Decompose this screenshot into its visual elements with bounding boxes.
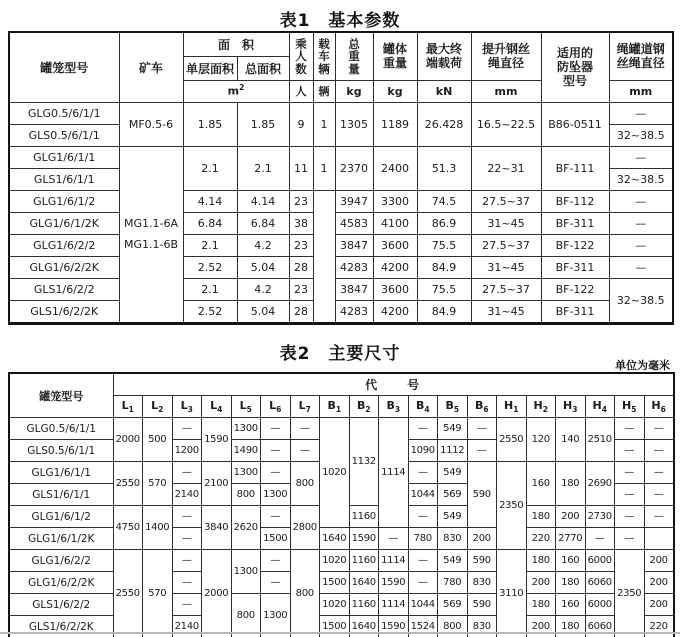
cell: — [644, 418, 674, 440]
cell: 4.2 [237, 278, 289, 300]
cell: 1490 [231, 440, 261, 462]
cell: 1640 [349, 572, 379, 594]
cell: 1300 [231, 462, 261, 484]
cell: 200 [526, 616, 556, 637]
header-cell: $L_7$ [290, 396, 320, 418]
cell: — [609, 234, 673, 256]
cell: 2550 [113, 462, 143, 506]
cell: 31~45 [471, 212, 541, 234]
cell: — [644, 462, 674, 484]
header-cell: 单层面积 [183, 56, 237, 80]
cell: 160 [556, 594, 586, 616]
cell: — [615, 528, 645, 550]
header-cell: $L_3$ [172, 396, 202, 418]
row-label: GLS1/6/1/1 [9, 484, 113, 506]
cell: 4750 [113, 506, 143, 550]
cell: — [408, 418, 438, 440]
cell: 200 [526, 572, 556, 594]
cell: 1300 [231, 418, 261, 440]
cell: BF-112 [541, 190, 609, 212]
cell: BF-311 [541, 256, 609, 278]
cell: 74.5 [417, 190, 471, 212]
cell: 23 [289, 234, 313, 256]
cell: 2100 [202, 462, 232, 506]
row-label: GLG1/6/2/2K [9, 256, 119, 278]
cell: 1640 [320, 528, 350, 550]
row-label: GLS1/6/2/2K [9, 300, 119, 323]
cell: 22~31 [471, 146, 541, 190]
cell: 2800 [290, 506, 320, 550]
cell: — [290, 418, 320, 440]
header-cell: $B_3$ [379, 396, 409, 418]
cell: 2.1 [237, 146, 289, 190]
header-cell: 最大终 端载荷 [417, 32, 471, 80]
cell: 28 [289, 256, 313, 278]
cell: 2620 [231, 506, 261, 550]
cell: BF-311 [541, 300, 609, 323]
header-cell: kN [417, 80, 471, 102]
cell: — [615, 506, 645, 528]
cell: 830 [467, 616, 497, 637]
cell: — [609, 212, 673, 234]
row-label: GLG1/6/1/2 [9, 506, 113, 528]
cell: — [644, 506, 674, 528]
cell: — [290, 440, 320, 462]
cell: 5.04 [237, 300, 289, 323]
header-cell: $L_2$ [143, 396, 173, 418]
header-cell: 人 [289, 80, 313, 102]
row-label: GLS0.5/6/1/1 [9, 440, 113, 462]
cell: — [261, 506, 291, 528]
cell: 2.52 [183, 256, 237, 278]
cell: — [261, 418, 291, 440]
cell: 1640 [349, 616, 379, 637]
cell: 180 [556, 462, 586, 506]
cell: 6.84 [183, 212, 237, 234]
cell: 3847 [335, 278, 373, 300]
cell: 1114 [379, 550, 409, 572]
cell: 140 [556, 418, 586, 462]
header-cell: 载 车 辆 [313, 32, 335, 80]
cell: — [615, 484, 645, 506]
header-cell: $m^2$ [183, 80, 289, 102]
cell: MG1.1-6A MG1.1-6B [119, 146, 183, 323]
cell: MF0.5-6 [119, 102, 183, 146]
cell: 27.5~37 [471, 278, 541, 300]
cell: 1590 [379, 616, 409, 637]
row-label: GLG0.5/6/1/1 [9, 418, 113, 440]
cell: 75.5 [417, 234, 471, 256]
cell: 6.84 [237, 212, 289, 234]
cell: 780 [438, 572, 468, 594]
header-cell: 罐笼型号 [9, 373, 113, 418]
cell: 3840 [202, 506, 232, 550]
cell: 6000 [585, 594, 615, 616]
cell: BF-311 [541, 212, 609, 234]
cell: 549 [438, 462, 468, 484]
cell: 3110 [497, 550, 527, 637]
cell: 1590 [379, 572, 409, 594]
header-cell: mm [609, 80, 673, 102]
cell: — [609, 146, 673, 168]
cell: 800 [231, 594, 261, 637]
cell: 2400 [373, 146, 417, 190]
cell: 220 [644, 616, 674, 637]
cell: — [609, 102, 673, 124]
cell: 2.1 [183, 278, 237, 300]
cell: 200 [556, 506, 586, 528]
cell: 569 [438, 594, 468, 616]
header-cell: $H_1$ [497, 396, 527, 418]
cell: 1160 [349, 550, 379, 572]
cell: 26.428 [417, 102, 471, 146]
table1-title: 表1 基本参数 [279, 11, 401, 31]
cell: 1044 [408, 594, 438, 616]
cell: 4283 [335, 256, 373, 278]
cell: — [467, 418, 497, 440]
header-cell: $L_1$ [113, 396, 143, 418]
unit-note: 单位为毫米 [615, 359, 670, 372]
cell: 23 [289, 278, 313, 300]
cell: 200 [467, 528, 497, 550]
header-cell: 矿车 [119, 32, 183, 102]
cell: 180 [526, 550, 556, 572]
cell: 16.5~22.5 [471, 102, 541, 146]
row-label: GLG1/6/1/1 [9, 146, 119, 168]
header-cell: $L_5$ [231, 396, 261, 418]
cell: 28 [289, 300, 313, 323]
header-cell: 总面积 [237, 56, 289, 80]
cell: 200 [644, 572, 674, 594]
cell: — [172, 418, 202, 440]
cell: 1500 [320, 616, 350, 637]
header-cell: $H_3$ [556, 396, 586, 418]
cell: 2770 [556, 528, 586, 550]
cell: 1160 [349, 594, 379, 616]
cell: 1090 [408, 440, 438, 462]
cell: — [615, 418, 645, 440]
cell: 2350 [497, 462, 527, 550]
cell: 590 [467, 594, 497, 616]
cell: 180 [526, 594, 556, 616]
cell: — [408, 462, 438, 484]
cell: 1200 [172, 440, 202, 462]
header-cell: $H_6$ [644, 396, 674, 418]
row-label: GLG1/6/1/2 [9, 190, 119, 212]
cell: 1300 [231, 550, 261, 594]
cell: 1132 [349, 418, 379, 506]
header-cell: kg [335, 80, 373, 102]
cell: 1590 [349, 528, 379, 550]
cell: 2140 [172, 616, 202, 637]
cell: 800 [231, 484, 261, 506]
cell: 4.14 [237, 190, 289, 212]
cell: 500 [143, 418, 173, 462]
cell: 31~45 [471, 256, 541, 278]
cell: 84.9 [417, 256, 471, 278]
header-cell: 辆 [313, 80, 335, 102]
cell: 1300 [261, 594, 291, 637]
cell: — [615, 462, 645, 484]
row-label: GLS1/6/2/2 [9, 278, 119, 300]
cell: 6060 [585, 572, 615, 594]
cell: 1160 [349, 506, 379, 528]
cell: 4100 [373, 212, 417, 234]
cell: 1305 [335, 102, 373, 146]
cell: 569 [438, 484, 468, 506]
cell: 1590 [202, 418, 232, 462]
cell: 160 [556, 550, 586, 572]
table2-main-dimensions [8, 372, 675, 637]
cell: 1020 [320, 418, 350, 528]
header-cell: 绳罐道钢 丝绳直径 [609, 32, 673, 80]
cell: 51.3 [417, 146, 471, 190]
cell: 2730 [585, 506, 615, 528]
header-cell: $B_6$ [467, 396, 497, 418]
cell: BF-122 [541, 278, 609, 300]
cell: — [172, 550, 202, 572]
cell: 1112 [438, 440, 468, 462]
cell: 6060 [585, 616, 615, 637]
row-label: GLG1/6/1/2K [9, 212, 119, 234]
cell: — [261, 550, 291, 572]
cell: 800 [290, 462, 320, 506]
row-label: GLS1/6/1/1 [9, 168, 119, 190]
cell: 2370 [335, 146, 373, 190]
cell: 6000 [585, 550, 615, 572]
cell: 830 [467, 572, 497, 594]
row-label: GLS1/6/2/2K [9, 616, 113, 637]
header-cell: 适用的 防坠器 型号 [541, 32, 609, 102]
cell: 2000 [202, 550, 232, 637]
cell: 32~38.5 [609, 124, 673, 146]
cell: 1 [313, 102, 335, 146]
header-cell: $B_1$ [320, 396, 350, 418]
cell: 4.2 [237, 234, 289, 256]
header-cell: $H_2$ [526, 396, 556, 418]
cell: — [615, 440, 645, 462]
row-label: GLG1/6/1/2K [9, 528, 113, 550]
cell: 27.5~37 [471, 234, 541, 256]
cell: — [172, 594, 202, 616]
cell: 2350 [615, 550, 645, 637]
cell: 1 [313, 146, 335, 190]
cell: 570 [143, 550, 173, 637]
cell: 180 [526, 506, 556, 528]
cell: — [172, 506, 202, 528]
header-cell: $H_5$ [615, 396, 645, 418]
cell: 120 [526, 418, 556, 462]
header-cell: $H_4$ [585, 396, 615, 418]
cell: 9 [289, 102, 313, 146]
cell: — [585, 528, 615, 550]
cell: 32~38.5 [609, 168, 673, 190]
table2-title: 表2 主要尺寸 [279, 344, 401, 364]
cell: 1.85 [237, 102, 289, 146]
cell: — [408, 506, 438, 528]
cell: 4283 [335, 300, 373, 323]
cell: 1114 [379, 594, 409, 616]
cell: B86-0511 [541, 102, 609, 146]
cell: 75.5 [417, 278, 471, 300]
cell: — [644, 484, 674, 506]
cell: 4583 [335, 212, 373, 234]
cell: — [261, 462, 291, 484]
cell: 780 [408, 528, 438, 550]
cell: 200 [644, 550, 674, 572]
cell: 31~45 [471, 300, 541, 323]
cell: — [408, 572, 438, 594]
cell: 549 [438, 418, 468, 440]
cell: 1.85 [183, 102, 237, 146]
cell [313, 190, 335, 323]
cell: 84.9 [417, 300, 471, 323]
cell: 1400 [143, 506, 173, 550]
cell: 800 [290, 550, 320, 637]
cell: 590 [467, 462, 497, 528]
cell: — [609, 256, 673, 278]
cell: 3600 [373, 234, 417, 256]
header-cell: $L_4$ [202, 396, 232, 418]
row-label: GLG1/6/1/1 [9, 462, 113, 484]
cell: 1524 [408, 616, 438, 637]
cell: — [609, 190, 673, 212]
cell: 160 [526, 462, 556, 506]
page-edge-line [0, 632, 680, 634]
cell: 1300 [261, 484, 291, 506]
cell: 23 [289, 190, 313, 212]
cell: 180 [556, 572, 586, 594]
header-cell: 面 积 [183, 32, 289, 56]
cell: — [379, 528, 409, 550]
row-label: GLG1/6/2/2 [9, 550, 113, 572]
cell: 2690 [585, 462, 615, 506]
header-cell: 提升钢丝 绳直径 [471, 32, 541, 80]
cell: 1114 [379, 418, 409, 528]
header-cell: $B_4$ [408, 396, 438, 418]
cell: 2140 [172, 484, 202, 506]
cell: BF-111 [541, 146, 609, 190]
cell: — [408, 550, 438, 572]
cell: 570 [143, 462, 173, 506]
cell: 830 [438, 528, 468, 550]
cell: 3300 [373, 190, 417, 212]
cell: — [261, 440, 291, 462]
cell: 1500 [320, 572, 350, 594]
cell: 1020 [320, 594, 350, 616]
header-cell: $L_6$ [261, 396, 291, 418]
cell: 180 [556, 616, 586, 637]
header-cell: $B_2$ [349, 396, 379, 418]
header-cell: kg [373, 80, 417, 102]
cell: 2.52 [183, 300, 237, 323]
cell: 200 [644, 594, 674, 616]
cell: 5.04 [237, 256, 289, 278]
header-cell: 乘 人 数 [289, 32, 313, 80]
cell: 2510 [585, 418, 615, 462]
cell: — [644, 440, 674, 462]
cell: 86.9 [417, 212, 471, 234]
cell: 11 [289, 146, 313, 190]
cell: 549 [438, 506, 468, 528]
cell: 3847 [335, 234, 373, 256]
cell: — [172, 528, 202, 550]
cell: — [172, 462, 202, 484]
cell: 4.14 [183, 190, 237, 212]
cell: — [172, 572, 202, 594]
cell: 2550 [497, 418, 527, 462]
header-cell: 罐笼型号 [9, 32, 119, 102]
cell: 549 [438, 550, 468, 572]
row-label: GLS1/6/2/2 [9, 594, 113, 616]
header-cell: 总 重 量 [335, 32, 373, 80]
cell: — [467, 440, 497, 462]
row-label: GLG0.5/6/1/1 [9, 102, 119, 124]
cell: 800 [438, 616, 468, 637]
cell: 2000 [113, 418, 143, 462]
cell: — [261, 572, 291, 594]
cell: 1020 [320, 550, 350, 572]
cell: 4200 [373, 300, 417, 323]
row-label: GLG1/6/2/2K [9, 572, 113, 594]
cell: 220 [526, 528, 556, 550]
header-cell: $B_5$ [438, 396, 468, 418]
cell: 1500 [261, 528, 291, 550]
cell: 3947 [335, 190, 373, 212]
cell: 590 [467, 550, 497, 572]
header-cell: 罐体 重量 [373, 32, 417, 80]
row-label: GLG1/6/2/2 [9, 234, 119, 256]
cell: 32~38.5 [609, 278, 673, 323]
table1-basic-params [8, 31, 674, 325]
cell: 4200 [373, 256, 417, 278]
cell: BF-122 [541, 234, 609, 256]
header-cell: 代 号 [113, 373, 674, 396]
cell: 27.5~37 [471, 190, 541, 212]
header-cell: mm [471, 80, 541, 102]
cell: 3600 [373, 278, 417, 300]
cell: 2550 [113, 550, 143, 637]
cell: 38 [289, 212, 313, 234]
row-label: GLS0.5/6/1/1 [9, 124, 119, 146]
cell: 1189 [373, 102, 417, 146]
cell: 2.1 [183, 234, 237, 256]
cell: 2.1 [183, 146, 237, 190]
cell: 1044 [408, 484, 438, 506]
